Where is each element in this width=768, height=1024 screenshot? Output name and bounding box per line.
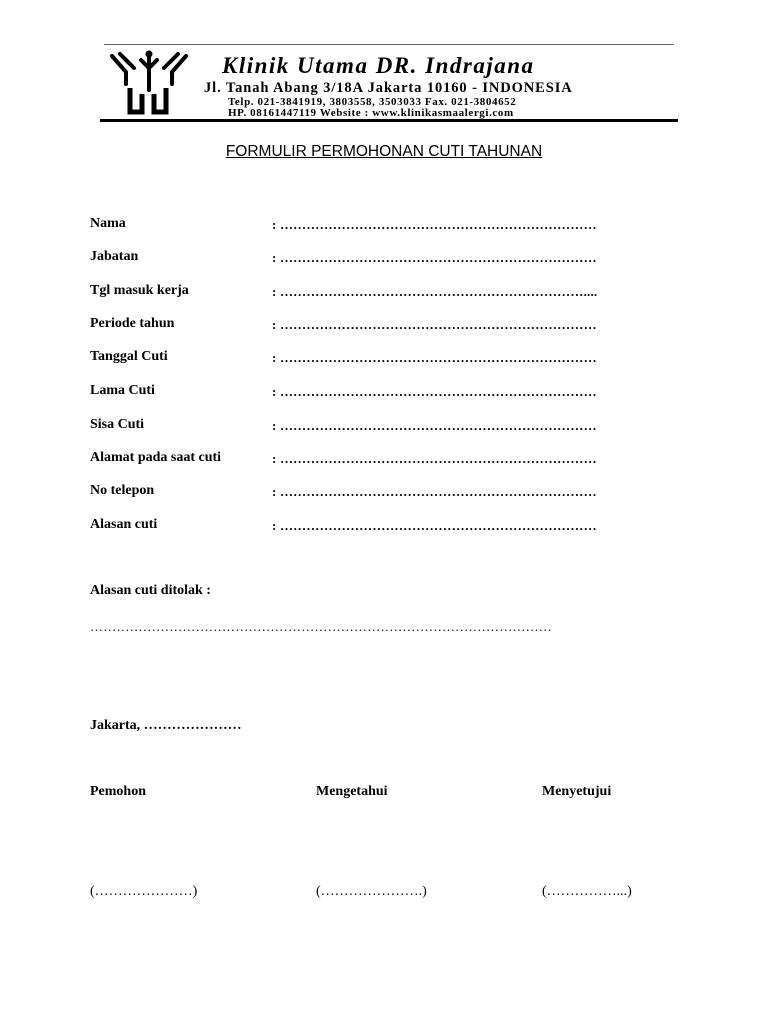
field-label-no-telepon: No telepon — [90, 483, 155, 498]
signature-role-pemohon: Pemohon — [90, 784, 146, 799]
clinic-logo-icon — [108, 50, 190, 116]
place-date[interactable]: Jakarta, ………………… — [90, 718, 242, 733]
field-label-periode-tahun: Periode tahun — [90, 316, 175, 331]
letterhead-rule — [100, 119, 678, 122]
signature-role-mengetahui: Mengetahui — [316, 784, 388, 799]
signature-line-menyetujui[interactable]: (……………...) — [542, 884, 632, 899]
field-input-sisa-cuti[interactable]: : ……………………………………………………………… — [272, 418, 597, 433]
field-label-tanggal-cuti: Tanggal Cuti — [90, 349, 168, 364]
field-input-no-telepon[interactable]: : ……………………………………………………………… — [272, 484, 597, 499]
letterhead-top-rule — [104, 44, 674, 45]
signature-line-mengetahui[interactable]: (………………….) — [316, 884, 427, 899]
signature-role-menyetujui: Menyetujui — [542, 784, 612, 799]
field-input-alasan-cuti[interactable]: : ……………………………………………………………… — [272, 518, 597, 533]
field-label-alamat-cuti: Alamat pada saat cuti — [90, 450, 222, 465]
field-input-nama[interactable]: : ……………………………………………………………… — [272, 217, 597, 232]
field-input-tanggal-cuti[interactable]: : ……………………………………………………………… — [272, 350, 597, 365]
field-input-alamat-cuti[interactable]: : ……………………………………………………………… — [272, 451, 597, 466]
field-label-jabatan: Jabatan — [90, 249, 139, 264]
clinic-hp-website: HP. 08161447119 Website : www.klinikasmaalergi.com — [228, 107, 514, 119]
field-label-alasan-cuti: Alasan cuti — [90, 517, 158, 532]
form-title: FORMULIR PERMOHONAN CUTI TAHUNAN — [225, 143, 543, 160]
clinic-phone: Telp. 021-3841919, 3803558, 3503033 Fax. 021-3804652 — [228, 96, 517, 108]
field-input-jabatan[interactable]: : ……………………………………………………………… — [272, 250, 597, 265]
field-label-sisa-cuti: Sisa Cuti — [90, 417, 145, 432]
field-label-tgl-masuk-kerja: Tgl masuk kerja — [90, 283, 189, 298]
rejected-reason-label: Alasan cuti ditolak : — [90, 583, 211, 598]
field-input-lama-cuti[interactable]: : ……………………………………………………………… — [272, 384, 597, 399]
clinic-address: Jl. Tanah Abang 3/18A Jakarta 10160 - INDONESIA — [204, 80, 573, 96]
field-input-tgl-masuk-kerja[interactable]: : …………………………………………………………….... — [272, 284, 598, 299]
signature-line-pemohon[interactable]: (…………………) — [90, 884, 198, 899]
rejected-reason-line[interactable]: …………………………………………………………………………………………… — [90, 619, 552, 634]
field-input-periode-tahun[interactable]: : ……………………………………………………………… — [272, 317, 597, 332]
letterhead — [100, 44, 678, 122]
field-label-lama-cuti: Lama Cuti — [90, 383, 155, 398]
clinic-name: Klinik Utama DR. Indrajana — [222, 53, 535, 78]
field-label-nama: Nama — [90, 216, 126, 231]
